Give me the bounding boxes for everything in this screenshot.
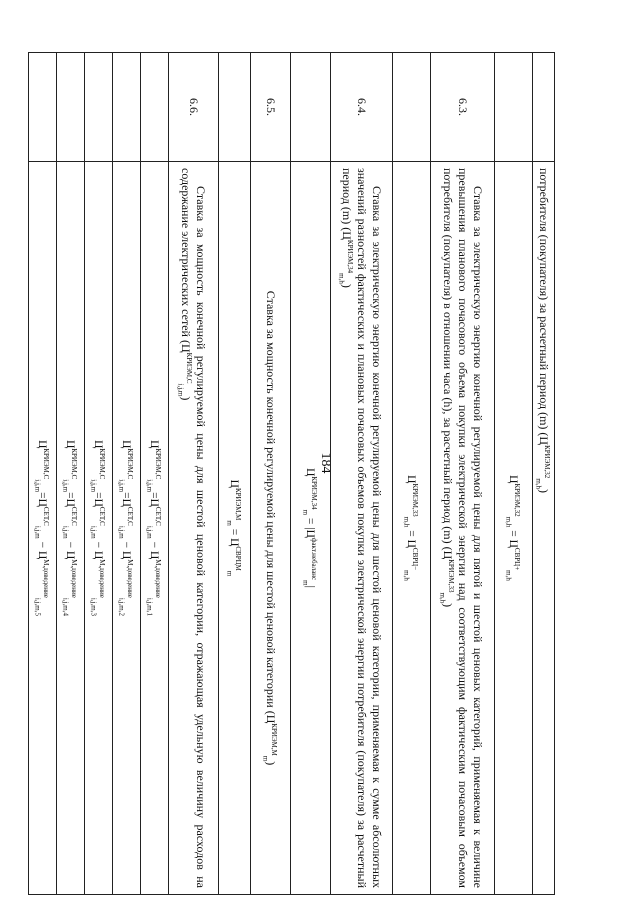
formula-row (141, 53, 169, 895)
formula: $Ц^{КРИЭМ,32}_{m,h} = Ц^{СВРЦ+}_{m,h}$ (495, 162, 533, 895)
formula-row (291, 53, 331, 895)
row-number-cell (219, 53, 251, 162)
row-number: 6.5. (251, 53, 291, 162)
formula-row (29, 53, 57, 895)
row-number-cell (29, 53, 57, 162)
row-number-cell (113, 53, 141, 162)
row-number: 6.3. (431, 53, 495, 162)
row-number: 6.4. (331, 53, 393, 162)
table-row (431, 53, 495, 895)
table-row (251, 53, 291, 895)
formula-row (219, 53, 251, 895)
row-number-cell (533, 53, 555, 162)
row-number: 6.6. (169, 53, 219, 162)
table-row (533, 53, 555, 895)
formula-row (85, 53, 113, 895)
row-text: Ставка за мощность конечной регулируемой цены для шестой ценовой категории, отражающая удельную величину расходов на содержание электрических сетей $(Ц^{КРИЭМ,С}_{i,j,m})$ (169, 162, 219, 895)
formula-row (113, 53, 141, 895)
formula-row (57, 53, 85, 895)
formula: $Ц^{КРИЭМ,С}_{i,j,m}=Ц^{СЕТ,С}_{i,j,m} - Ц^{М,доведение}_{i,j,m,4}$ (57, 162, 85, 895)
row-number-cell (291, 53, 331, 162)
formula: $Ц^{КРИЭМ,С}_{i,j,m}=Ц^{СЕТ,С}_{i,j,m} - Ц^{М,доведение}_{i,j,m,3}$ (85, 162, 113, 895)
row-number-cell (393, 53, 431, 162)
formula: $Ц^{КРИЭМ,М}_m = Ц^{СВРЦМ}_m$ (219, 162, 251, 895)
row-number-cell (85, 53, 113, 162)
row-number-cell (141, 53, 169, 162)
formula-row (393, 53, 431, 895)
formula: $Ц^{КРИЭМ,34}_m = |Ц^{факт.небаланс}_m|$ (291, 162, 331, 895)
row-number-cell (495, 53, 533, 162)
table-row (331, 53, 393, 895)
row-text: Ставка за электрическую энергию конечной регулируемой цены для шестой ценовой категории, применяемая к сумме абсолютных значений разностей фактических и плановых почасовых объемов покупки электрической энергии потребителя (покупателя) за расчетный период (m) $(Ц^{КРИЭМ,34}_{m,h})$ (331, 162, 393, 895)
formula: $Ц^{КРИЭМ,33}_{m,h} = Ц^{СВРЦ-}_{m,h}$ (393, 162, 431, 895)
formula-row (495, 53, 533, 895)
row-text: Ставка за мощность конечной регулируемой цены для шестой ценовой категории $(Ц^{КРИЭМ,М}_m)$ (251, 162, 291, 895)
formula: $Ц^{КРИЭМ,С}_{i,j,m}=Ц^{СЕТ,С}_{i,j,m} - Ц^{М,доведение}_{i,j,m,5}$ (29, 162, 57, 895)
table-row (169, 53, 219, 895)
row-text: Ставка за электрическую энергию конечной регулируемой цены для пятой и шестой ценовых категорий, применяемая к величине превышения планового почасового объема покупки электрической энергии над соответствующим фактическим почасовым объемом потребителя (покупателя) в отношении часа (h), за расчетный период (m) $(Ц^{КРИЭМ,33}_{m,h})$ (431, 162, 495, 895)
rotated-table-page (34, 52, 555, 888)
page-number: 184 (318, 452, 333, 474)
tariff-table (28, 52, 555, 895)
formula: $Ц^{КРИЭМ,С}_{i,j,m}=Ц^{СЕТ,С}_{i,j,m} - Ц^{М,доведение}_{i,j,m,2}$ (113, 162, 141, 895)
row-text: потребителя (покупателя) за расчетный период (m) $(Ц^{КРИЭМ,32}_{m,h})$ (533, 162, 555, 895)
row-number-cell (57, 53, 85, 162)
formula: $Ц^{КРИЭМ,С}_{i,j,m}=Ц^{СЕТ,С}_{i,j,m} - Ц^{М,доведение}_{i,j,m,1}$ (141, 162, 169, 895)
